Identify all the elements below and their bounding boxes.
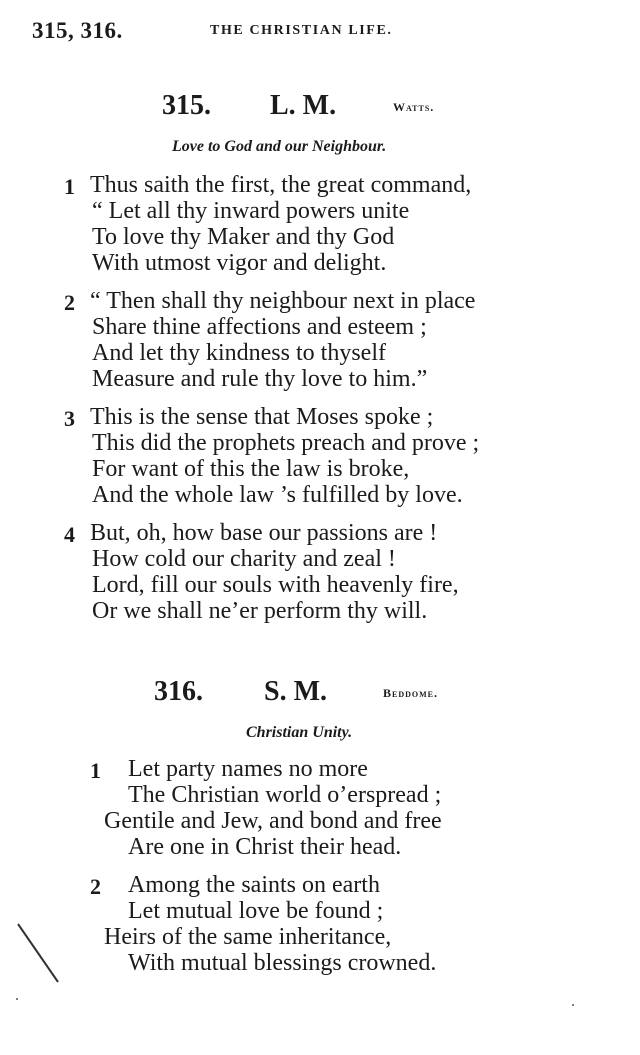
verse-line: Let mutual love be found ; [128, 898, 384, 924]
hymn-number: 315. [162, 90, 211, 121]
verse-number: 4 [64, 522, 75, 547]
verse-line: Gentile and Jew, and bond and free [104, 808, 442, 834]
verse-number: 3 [64, 406, 75, 431]
verse-line: Are one in Christ their head. [128, 834, 402, 860]
verse-line: For want of this the law is broke, [92, 456, 410, 482]
verse-line: “ Let all thy inward powers unite [92, 198, 410, 224]
hymn-header [0, 90, 640, 124]
verse-line: This did the prophets preach and prove ; [92, 430, 480, 456]
verse-line: The Christian world o’erspread ; [128, 782, 442, 808]
hymn-author: Watts. [393, 100, 435, 114]
verse-line: And let thy kindness to thyself [92, 340, 386, 366]
hymn-meter: L. M. [270, 90, 337, 121]
stray-pen-mark [14, 920, 74, 990]
verse-line: To love thy Maker and thy God [92, 224, 395, 250]
verse-line: Heirs of the same inheritance, [104, 924, 392, 950]
hymn-author: Beddome. [383, 686, 439, 700]
verse-line: And the whole law ’s fulfilled by love. [92, 482, 463, 508]
verse-line: With mutual blessings crowned. [128, 950, 437, 976]
hymn-number: 316. [154, 676, 203, 707]
speck [16, 998, 18, 1000]
verse-line: Among the saints on earth [128, 872, 380, 898]
verse-number: 1 [64, 174, 75, 199]
verse-line: Lord, fill our souls with heavenly fire, [92, 572, 459, 598]
verse-line: Thus saith the first, the great command, [90, 172, 472, 198]
verse-line: Let party names no more [128, 756, 368, 782]
page-numbers: 315, 316. [32, 18, 123, 43]
verse-line: “ Then shall thy neighbour next in place [90, 288, 476, 314]
verse-number: 2 [90, 874, 101, 899]
hymn-meter: S. M. [264, 676, 327, 707]
verse-line: Measure and rule thy love to him.” [92, 366, 428, 392]
verse-line: Or we shall ne’er perform thy will. [92, 598, 428, 624]
section-title: THE CHRISTIAN LIFE. [210, 23, 393, 38]
verse-line: How cold our charity and zeal ! [92, 546, 396, 572]
running-head [32, 18, 600, 48]
hymn-subtitle: Christian Unity. [246, 724, 353, 741]
hymn-header [0, 676, 640, 710]
verse-line: Share thine affections and esteem ; [92, 314, 427, 340]
verse-line: But, oh, how base our passions are ! [90, 520, 438, 546]
verse-number: 1 [90, 758, 101, 783]
verse-line: With utmost vigor and delight. [92, 250, 387, 276]
verse-number: 2 [64, 290, 75, 315]
speck [572, 1004, 574, 1006]
verse-line: This is the sense that Moses spoke ; [90, 404, 434, 430]
hymn-subtitle: Love to God and our Neighbour. [172, 138, 387, 155]
